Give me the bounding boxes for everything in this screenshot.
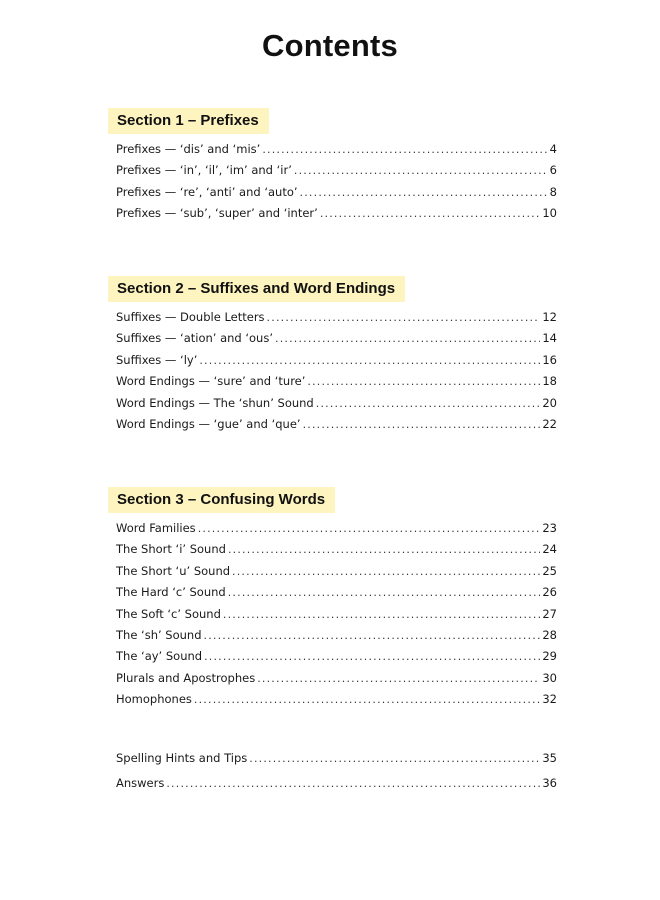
entry-label: Spelling Hints and Tips — [116, 751, 248, 765]
entry-page: 32 — [542, 692, 557, 707]
entry-page: 30 — [542, 670, 557, 685]
toc-entry[interactable] — [116, 163, 557, 184]
toc-entry[interactable] — [116, 206, 557, 227]
entry-page: 4 — [549, 142, 557, 156]
dot-leader — [198, 522, 541, 535]
entry-label: Prefixes — ‘sub’, ‘super’ and ‘inter’ — [116, 206, 318, 221]
entry-page: 28 — [542, 627, 557, 642]
entry-page: 14 — [542, 331, 557, 346]
entry-page: 22 — [542, 416, 557, 431]
dot-leader — [267, 311, 541, 324]
toc-entry[interactable] — [116, 649, 557, 670]
entry-page: 24 — [542, 542, 557, 557]
section-heading: Section 1 – Prefixes — [108, 108, 269, 134]
dot-leader — [294, 164, 548, 177]
dot-leader — [262, 143, 547, 156]
entry-label: Answers — [116, 775, 165, 790]
toc-entry[interactable] — [116, 374, 557, 395]
section-1 — [108, 108, 558, 228]
entry-page: 25 — [542, 563, 557, 578]
dot-leader — [228, 586, 541, 599]
entry-page: 18 — [542, 374, 557, 389]
toc-entry[interactable] — [116, 692, 557, 713]
dot-leader — [300, 186, 548, 199]
toc-entry[interactable] — [116, 417, 557, 438]
entry-label: The ‘ay’ Sound — [116, 649, 203, 664]
entry-label: Word Endings — ‘sure’ and ‘ture’ — [116, 374, 306, 389]
dot-leader — [228, 543, 540, 556]
dot-leader — [275, 332, 540, 345]
entry-label: Prefixes — ‘in’, ‘il’, ‘im’ and ‘ir’ — [116, 163, 292, 178]
entry-page: 10 — [542, 206, 557, 221]
entry-page: 16 — [542, 352, 557, 367]
entry-label: Plurals and Apostrophes — [116, 670, 256, 685]
toc-entry-answers[interactable] — [116, 776, 557, 797]
page-title: Contents — [262, 28, 398, 63]
entry-page: 26 — [542, 585, 557, 600]
dot-leader — [223, 608, 540, 621]
dot-leader — [249, 752, 540, 765]
dot-leader — [316, 397, 541, 410]
entry-page: 36 — [542, 775, 557, 790]
entry-page: 20 — [542, 395, 557, 410]
dot-leader — [204, 650, 540, 663]
entry-label: Prefixes — ‘re’, ‘anti’ and ‘auto’ — [116, 184, 298, 199]
toc-entry[interactable] — [116, 142, 557, 163]
toc-entry[interactable] — [116, 331, 557, 352]
toc-list — [116, 521, 557, 714]
entry-page: 35 — [542, 751, 557, 765]
toc-entry[interactable] — [116, 185, 557, 206]
toc-list — [116, 751, 557, 797]
entry-page: 23 — [542, 521, 557, 535]
entry-label: Suffixes — Double Letters — [116, 310, 265, 324]
entry-label: Word Endings — The ‘shun’ Sound — [116, 395, 314, 410]
entry-label: Word Families — [116, 521, 196, 535]
dot-leader — [204, 629, 541, 642]
toc-entry[interactable] — [116, 310, 557, 331]
toc-entry[interactable] — [116, 542, 557, 563]
dot-leader — [199, 354, 540, 367]
entry-page: 6 — [549, 163, 557, 178]
section-2 — [108, 276, 558, 438]
toc-entry[interactable] — [116, 396, 557, 417]
toc-entry[interactable] — [116, 671, 557, 692]
entry-page: 29 — [542, 649, 557, 664]
dot-leader — [232, 565, 540, 578]
toc-entry[interactable] — [116, 628, 557, 649]
dot-leader — [194, 693, 540, 706]
entry-page: 27 — [542, 606, 557, 621]
toc-list — [116, 310, 557, 438]
dot-leader — [257, 672, 540, 685]
entry-page: 12 — [542, 310, 557, 324]
entry-label: Suffixes — ‘ly’ — [116, 352, 198, 367]
entry-label: The Soft ‘c’ Sound — [116, 606, 221, 621]
entry-label: Word Endings — ‘gue’ and ‘que’ — [116, 416, 301, 431]
entry-label: The ‘sh’ Sound — [116, 627, 202, 642]
entry-label: Suffixes — ‘ation’ and ‘ous’ — [116, 331, 273, 346]
entry-label: Prefixes — ‘dis’ and ‘mis’ — [116, 142, 261, 156]
dot-leader — [303, 418, 541, 431]
dot-leader — [166, 777, 540, 790]
entry-page: 8 — [549, 184, 557, 199]
section-3 — [108, 487, 558, 714]
dot-leader — [307, 375, 540, 388]
section-heading: Section 3 – Confusing Words — [108, 487, 335, 513]
entry-label: The Hard ‘c’ Sound — [116, 585, 226, 600]
entry-label: Homophones — [116, 692, 192, 707]
dot-leader — [320, 207, 541, 220]
toc-entry[interactable] — [116, 521, 557, 542]
section-heading: Section 2 – Suffixes and Word Endings — [108, 276, 405, 302]
entry-label: The Short ‘u’ Sound — [116, 563, 231, 578]
extras — [108, 751, 558, 797]
toc-entry[interactable] — [116, 353, 557, 374]
entry-label: The Short ‘i’ Sound — [116, 542, 226, 557]
toc-entry[interactable] — [116, 607, 557, 628]
toc-entry[interactable] — [116, 585, 557, 606]
toc-list — [116, 142, 557, 228]
toc-entry[interactable] — [116, 564, 557, 585]
toc-entry-hints[interactable] — [116, 751, 557, 776]
